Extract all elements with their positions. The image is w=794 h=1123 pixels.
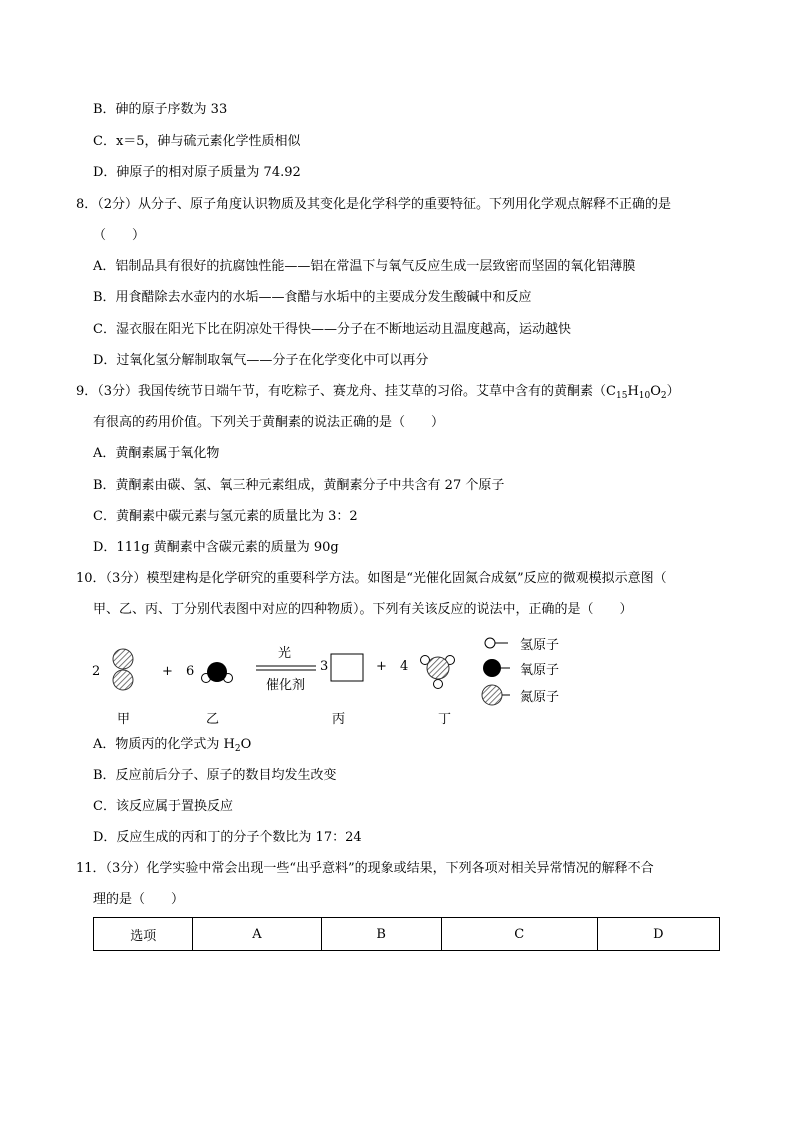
legend-nitrogen-label: 氮原子 [520, 690, 560, 705]
condition-light: 光 [278, 646, 292, 661]
legend-nitrogen-icon [482, 685, 510, 705]
coef-yi: 6 [186, 664, 195, 679]
q9-option-c: C．黄酮素中碳元素与氢元素的质量比为 3：2 [93, 509, 358, 524]
h2o-molecule [202, 662, 233, 683]
table-header-cell: D [597, 918, 719, 951]
coef-ding: 4 [400, 659, 409, 674]
q8-option-d: D．过氧化氢分解制取氧气——分子在化学变化中可以再分 [93, 353, 429, 368]
table-header-cell: C [441, 918, 597, 951]
q10-option-a: A．物质丙的化学式为 $H_2O$ [93, 737, 252, 754]
reaction-arrow [256, 666, 316, 670]
q11-options-table [93, 917, 720, 951]
table-header-cell: 选项 [94, 918, 193, 951]
q10-option-c: C．该反应属于置换反应 [93, 799, 233, 814]
legend-hydrogen-icon [485, 638, 508, 648]
condition-catalyst: 催化剂 [266, 678, 306, 693]
q7-option-b: B．砷的原子序数为 33 [93, 102, 228, 117]
nh3-molecule [421, 656, 455, 689]
label-ding: 丁 [438, 712, 452, 727]
q8-stem-cont: （ ） [93, 228, 146, 243]
q9-option-d: D．111g 黄酮素中含碳元素的质量为 90g [93, 540, 339, 555]
reaction-diagram [80, 632, 640, 727]
n2-molecule [113, 649, 133, 690]
legend-oxygen-icon [483, 659, 510, 677]
q9-option-a: A．黄酮素属于氧化物 [93, 446, 220, 461]
table-header-row [94, 918, 720, 951]
q8-option-b: B．用食醋除去水壶内的水垢——食醋与水垢中的主要成分发生酸碱中和反应 [93, 290, 532, 305]
q11-stem: 11．（3分）化学实验中常会出现一些“出乎意料”的现象或结果，下列各项对相关异常情况的解释不合 [76, 861, 654, 876]
unknown-substance-box [331, 654, 363, 681]
q7-option-d: D．砷原子的相对原子质量为 74.92 [93, 165, 301, 180]
label-bing: 丙 [332, 712, 346, 727]
q10-option-d: D．反应生成的丙和丁的分子个数比为 17：24 [93, 830, 362, 845]
q8-option-a: A．铝制品具有很好的抗腐蚀性能——铝在常温下与氧气反应生成一层致密而坚固的氧化铝薄膜 [93, 259, 636, 274]
coef-bing: 3 [320, 659, 329, 674]
q9-stem-cont: 有很高的药用价值。下列关于黄酮素的说法正确的是（ ） [93, 415, 445, 430]
q11-stem-cont: 理的是（ ） [93, 892, 185, 907]
plus-sign-2: + [376, 659, 387, 674]
table-header-cell: B [321, 918, 441, 951]
legend-hydrogen-label: 氢原子 [520, 638, 560, 653]
q8-stem: 8．（2分）从分子、原子角度认识物质及其变化是化学科学的重要特征。下列用化学观点解释不正确的是 [76, 197, 672, 212]
plus-sign-1: + [162, 664, 173, 679]
legend-oxygen-label: 氧原子 [520, 663, 560, 678]
q7-option-c: C．x＝5，砷与硫元素化学性质相似 [93, 134, 301, 149]
table-header-cell: A [193, 918, 321, 951]
q8-option-c: C．湿衣服在阳光下比在阴凉处干得快——分子在不断地运动且温度越高，运动越快 [93, 322, 571, 337]
q10-option-b: B．反应前后分子、原子的数目均发生改变 [93, 768, 337, 783]
q10-stem-cont: 甲、乙、丙、丁分别代表图中对应的四种物质）。下列有关该反应的说法中，正确的是（ ） [93, 602, 633, 617]
q9-option-b: B．黄酮素由碳、氢、氧三种元素组成，黄酮素分子中共含有 27 个原子 [93, 478, 505, 493]
label-jia: 甲 [117, 712, 131, 727]
q9-stem: 9．（3分）我国传统节日端午节，有吃粽子、赛龙舟、挂艾草的习俗。艾草中含有的黄酮素$(C_{15}H_{10}O_2)$ [76, 384, 680, 401]
label-yi: 乙 [206, 712, 220, 727]
coef-jia: 2 [92, 664, 101, 679]
q10-stem: 10．（3分）模型建构是化学研究的重要科学方法。如图是“光催化固氮合成氨”反应的微观模拟示意图（ [76, 571, 667, 586]
